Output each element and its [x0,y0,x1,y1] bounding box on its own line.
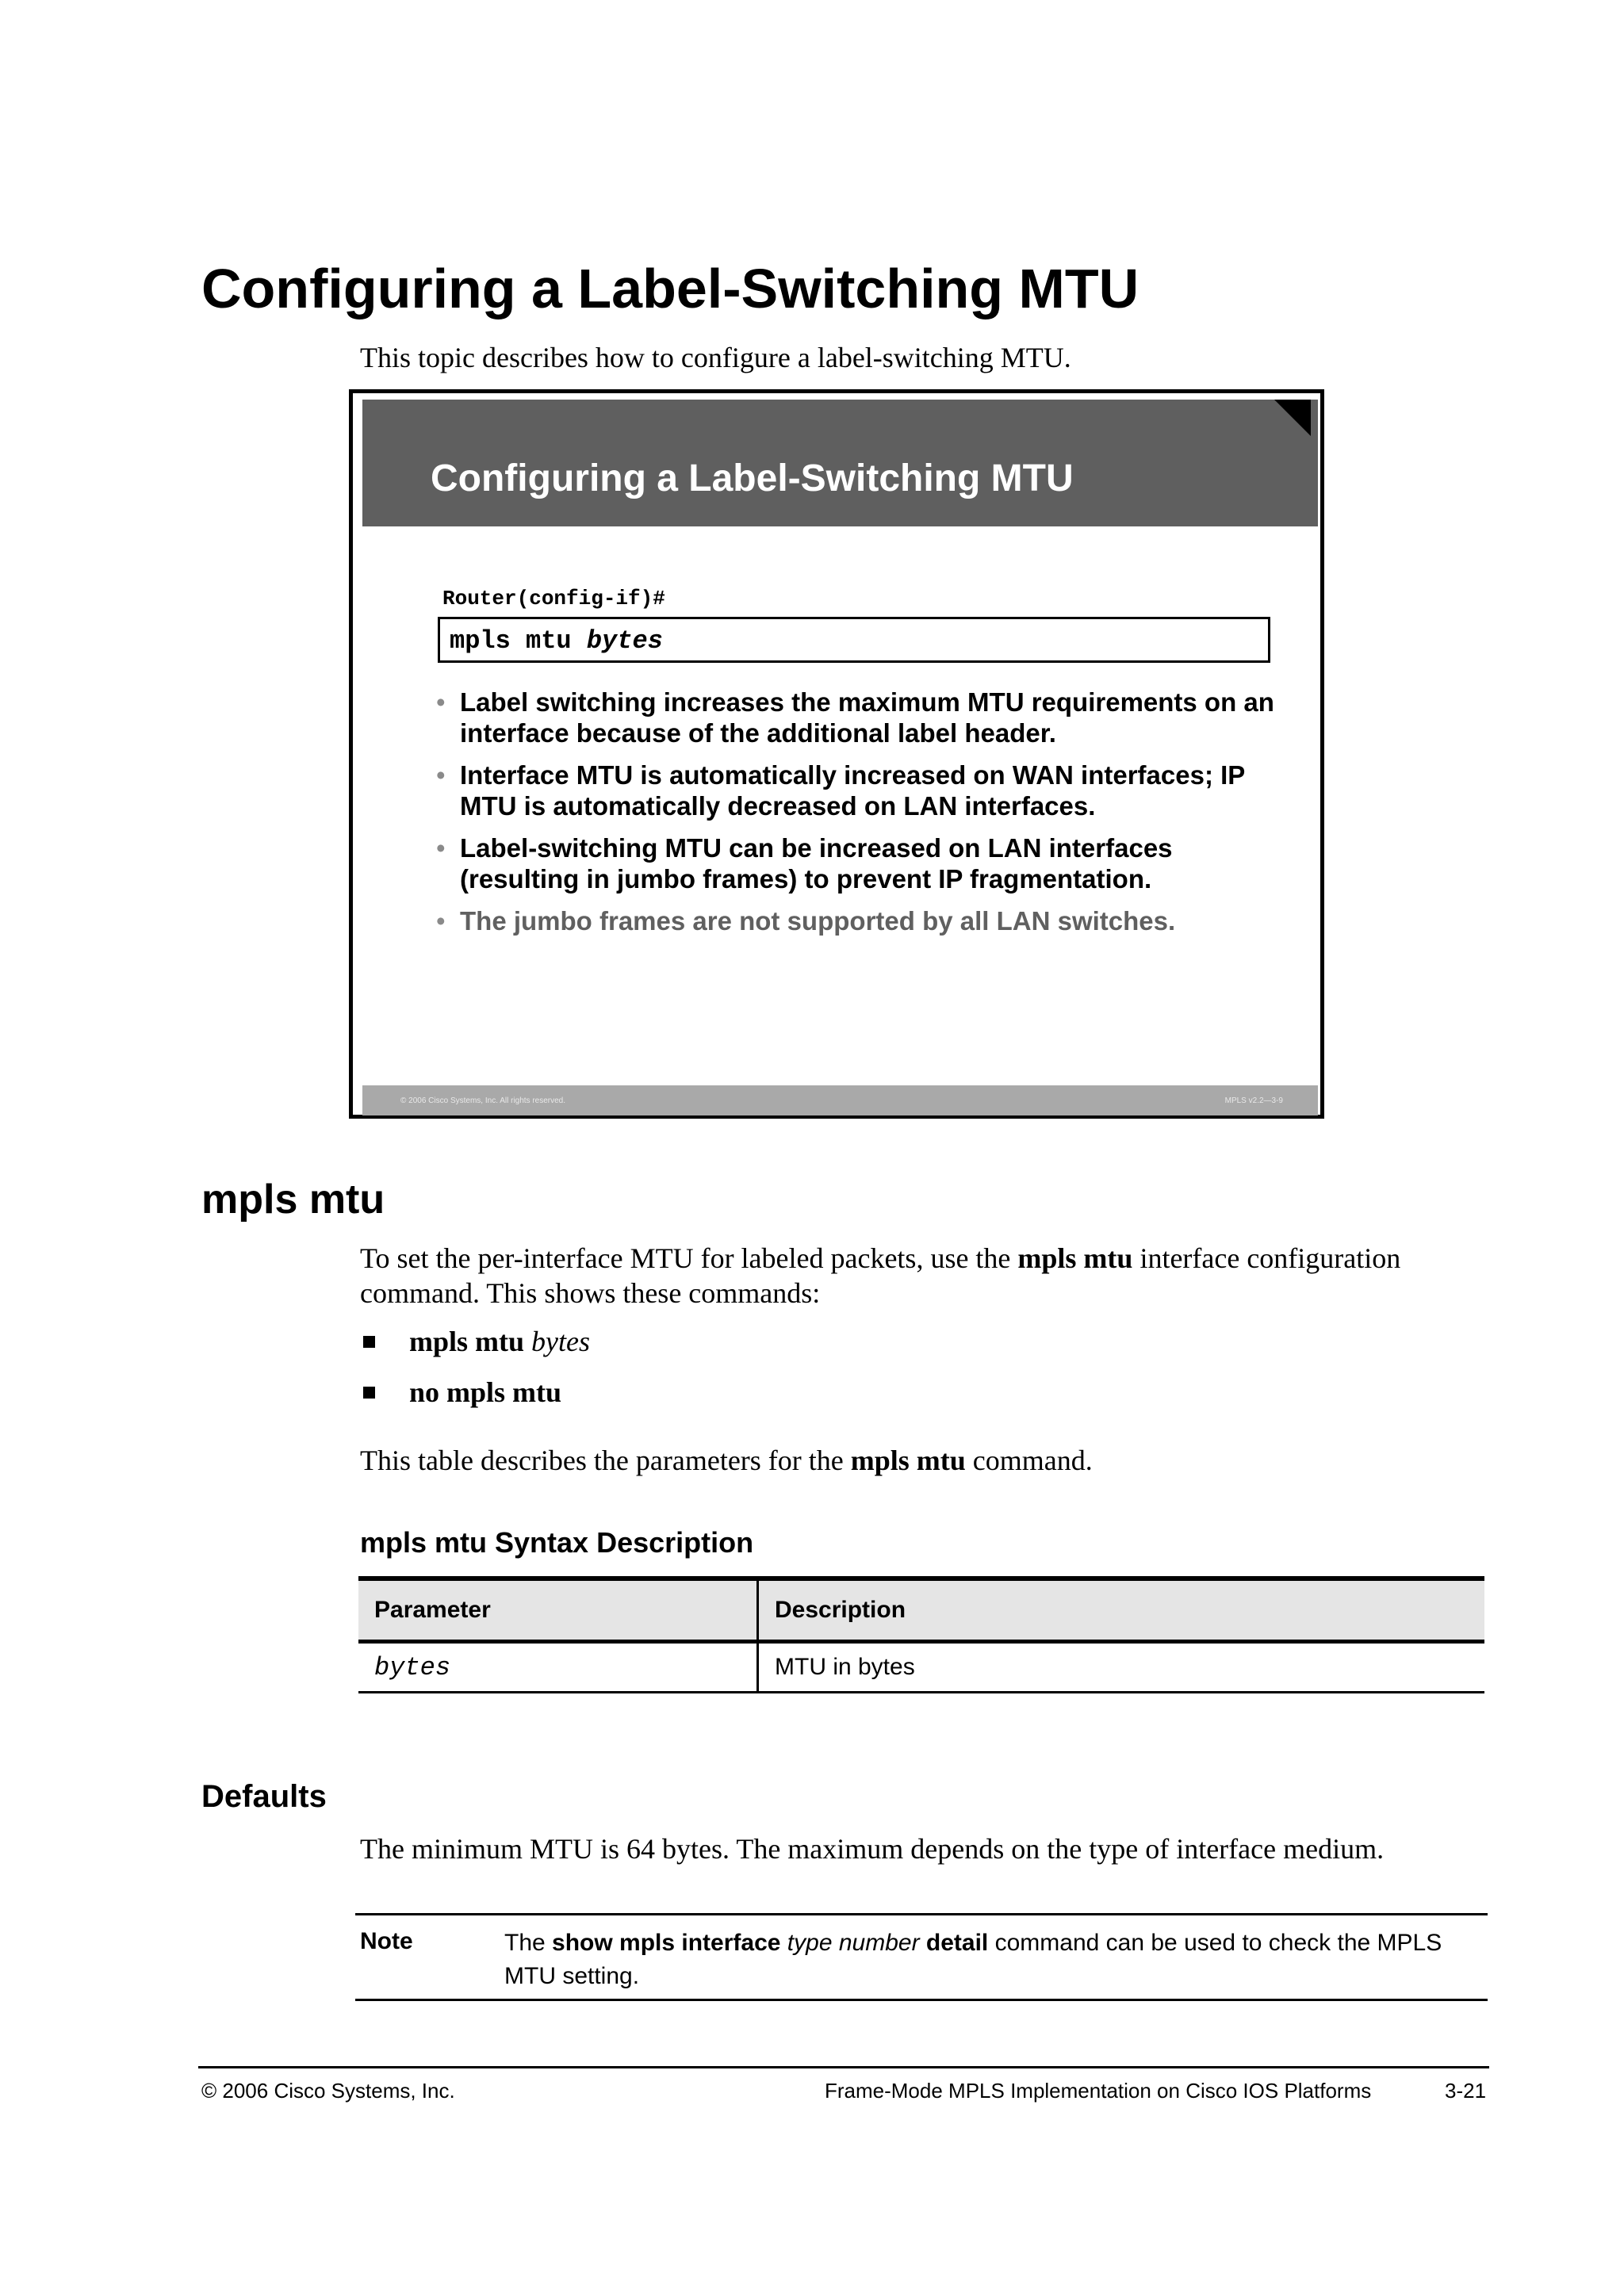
command-keyword: mpls mtu [450,626,572,656]
command-list-item [360,1324,590,1375]
command-name: mpls mtu [409,1326,525,1357]
table-intro-paragraph [360,1443,1093,1478]
syntax-description-table [358,1576,1484,1693]
slide-bullet-text: The jumbo frames are not supported by all LAN switches. [460,906,1176,936]
square-bullet-icon [363,1336,375,1348]
para-text: To set the per-interface MTU for labeled packets, use the [360,1242,1018,1274]
footer-page-number: 3-21 [1445,2079,1487,2103]
note-command: show mpls interface [552,1930,781,1956]
slide-footer-bar [362,1085,1318,1115]
note-part: The [504,1930,553,1956]
footer-rule [198,2066,1489,2068]
slide-bullet [436,760,1277,821]
slide-bullet-text: Interface MTU is automatically increased on WAN interfaces; IP MTU is automatically decreased on LAN interfaces. [460,760,1245,821]
description-cell: MTU in bytes [758,1642,1485,1693]
bullet-icon: • [436,760,446,790]
table-caption: mpls mtu Syntax Description [360,1526,754,1559]
note-command: detail [925,1930,989,1956]
command-name: mpls mtu [850,1445,966,1476]
intro-text: This topic describes how to configure a label-switching MTU. [360,342,1071,373]
router-prompt: Router(config-if)# [442,587,665,610]
column-header-parameter: Parameter [358,1578,758,1642]
command-list-item [360,1375,590,1425]
slide-title: Configuring a Label-Switching MTU [431,457,1074,499]
note-part [780,1930,787,1956]
footer-copyright: © 2006 Cisco Systems, Inc. [201,2079,455,2103]
note-part [920,1930,926,1956]
table-row [358,1642,1484,1693]
slide-code: MPLS v2.2—3-9 [1224,1096,1283,1105]
parameter-cell: bytes [358,1642,758,1693]
table-header-row [358,1578,1484,1642]
note-rule-bottom [355,1999,1488,2001]
slide-bullet [436,905,1277,936]
slide-corner-triangle [1274,400,1311,436]
bullet-icon: • [436,687,446,717]
slide-bullet [436,687,1277,748]
bullet-icon: • [436,906,446,936]
command-syntax-box [438,617,1270,663]
page-title: Configuring a Label-Switching MTU [201,258,1139,320]
defaults-text: The minimum MTU is 64 bytes. The maximum depends on the type of interface medium. [360,1833,1385,1865]
note-rule-top [355,1913,1488,1915]
command-argument: bytes [586,626,663,656]
square-bullet-icon [363,1387,375,1399]
bullet-icon: • [436,833,446,863]
slide-bullet-text: Label switching increases the maximum MTU requirements on an interface because of the additional label header. [460,687,1274,748]
command-syntax [450,626,663,656]
command-argument: bytes [531,1326,590,1357]
section-heading-defaults: Defaults [201,1779,327,1814]
para-text: This table describes the parameters for the [360,1445,851,1476]
footer-course-title: Frame-Mode MPLS Implementation on Cisco IOS Platforms [825,2079,1372,2103]
note-part: command can be used to check the MPLS MTU setting. [504,1930,1442,1989]
slide-bullet-list [436,687,1277,947]
para-text: interface configuration command. This shows these commands: [360,1242,1401,1309]
mpls-mtu-paragraph [360,1241,1486,1311]
slide-copyright: © 2006 Cisco Systems, Inc. All rights reserved. [400,1096,566,1105]
note-text [504,1927,1472,1993]
command-name: no mpls mtu [409,1376,562,1408]
para-text: command. [965,1445,1093,1476]
column-header-description: Description [758,1578,1485,1642]
note-argument: type number [787,1930,920,1956]
section-heading-mpls-mtu: mpls mtu [201,1177,385,1223]
note-label: Note [360,1928,413,1954]
slide-bullet-text: Label-switching MTU can be increased on LAN interfaces (resulting in jumbo frames) to prevent IP fragmentation. [460,833,1173,894]
command-list [360,1324,590,1425]
command-name: mpls mtu [1017,1242,1133,1274]
slide-bullet [436,832,1277,894]
slide-figure [349,389,1324,1119]
